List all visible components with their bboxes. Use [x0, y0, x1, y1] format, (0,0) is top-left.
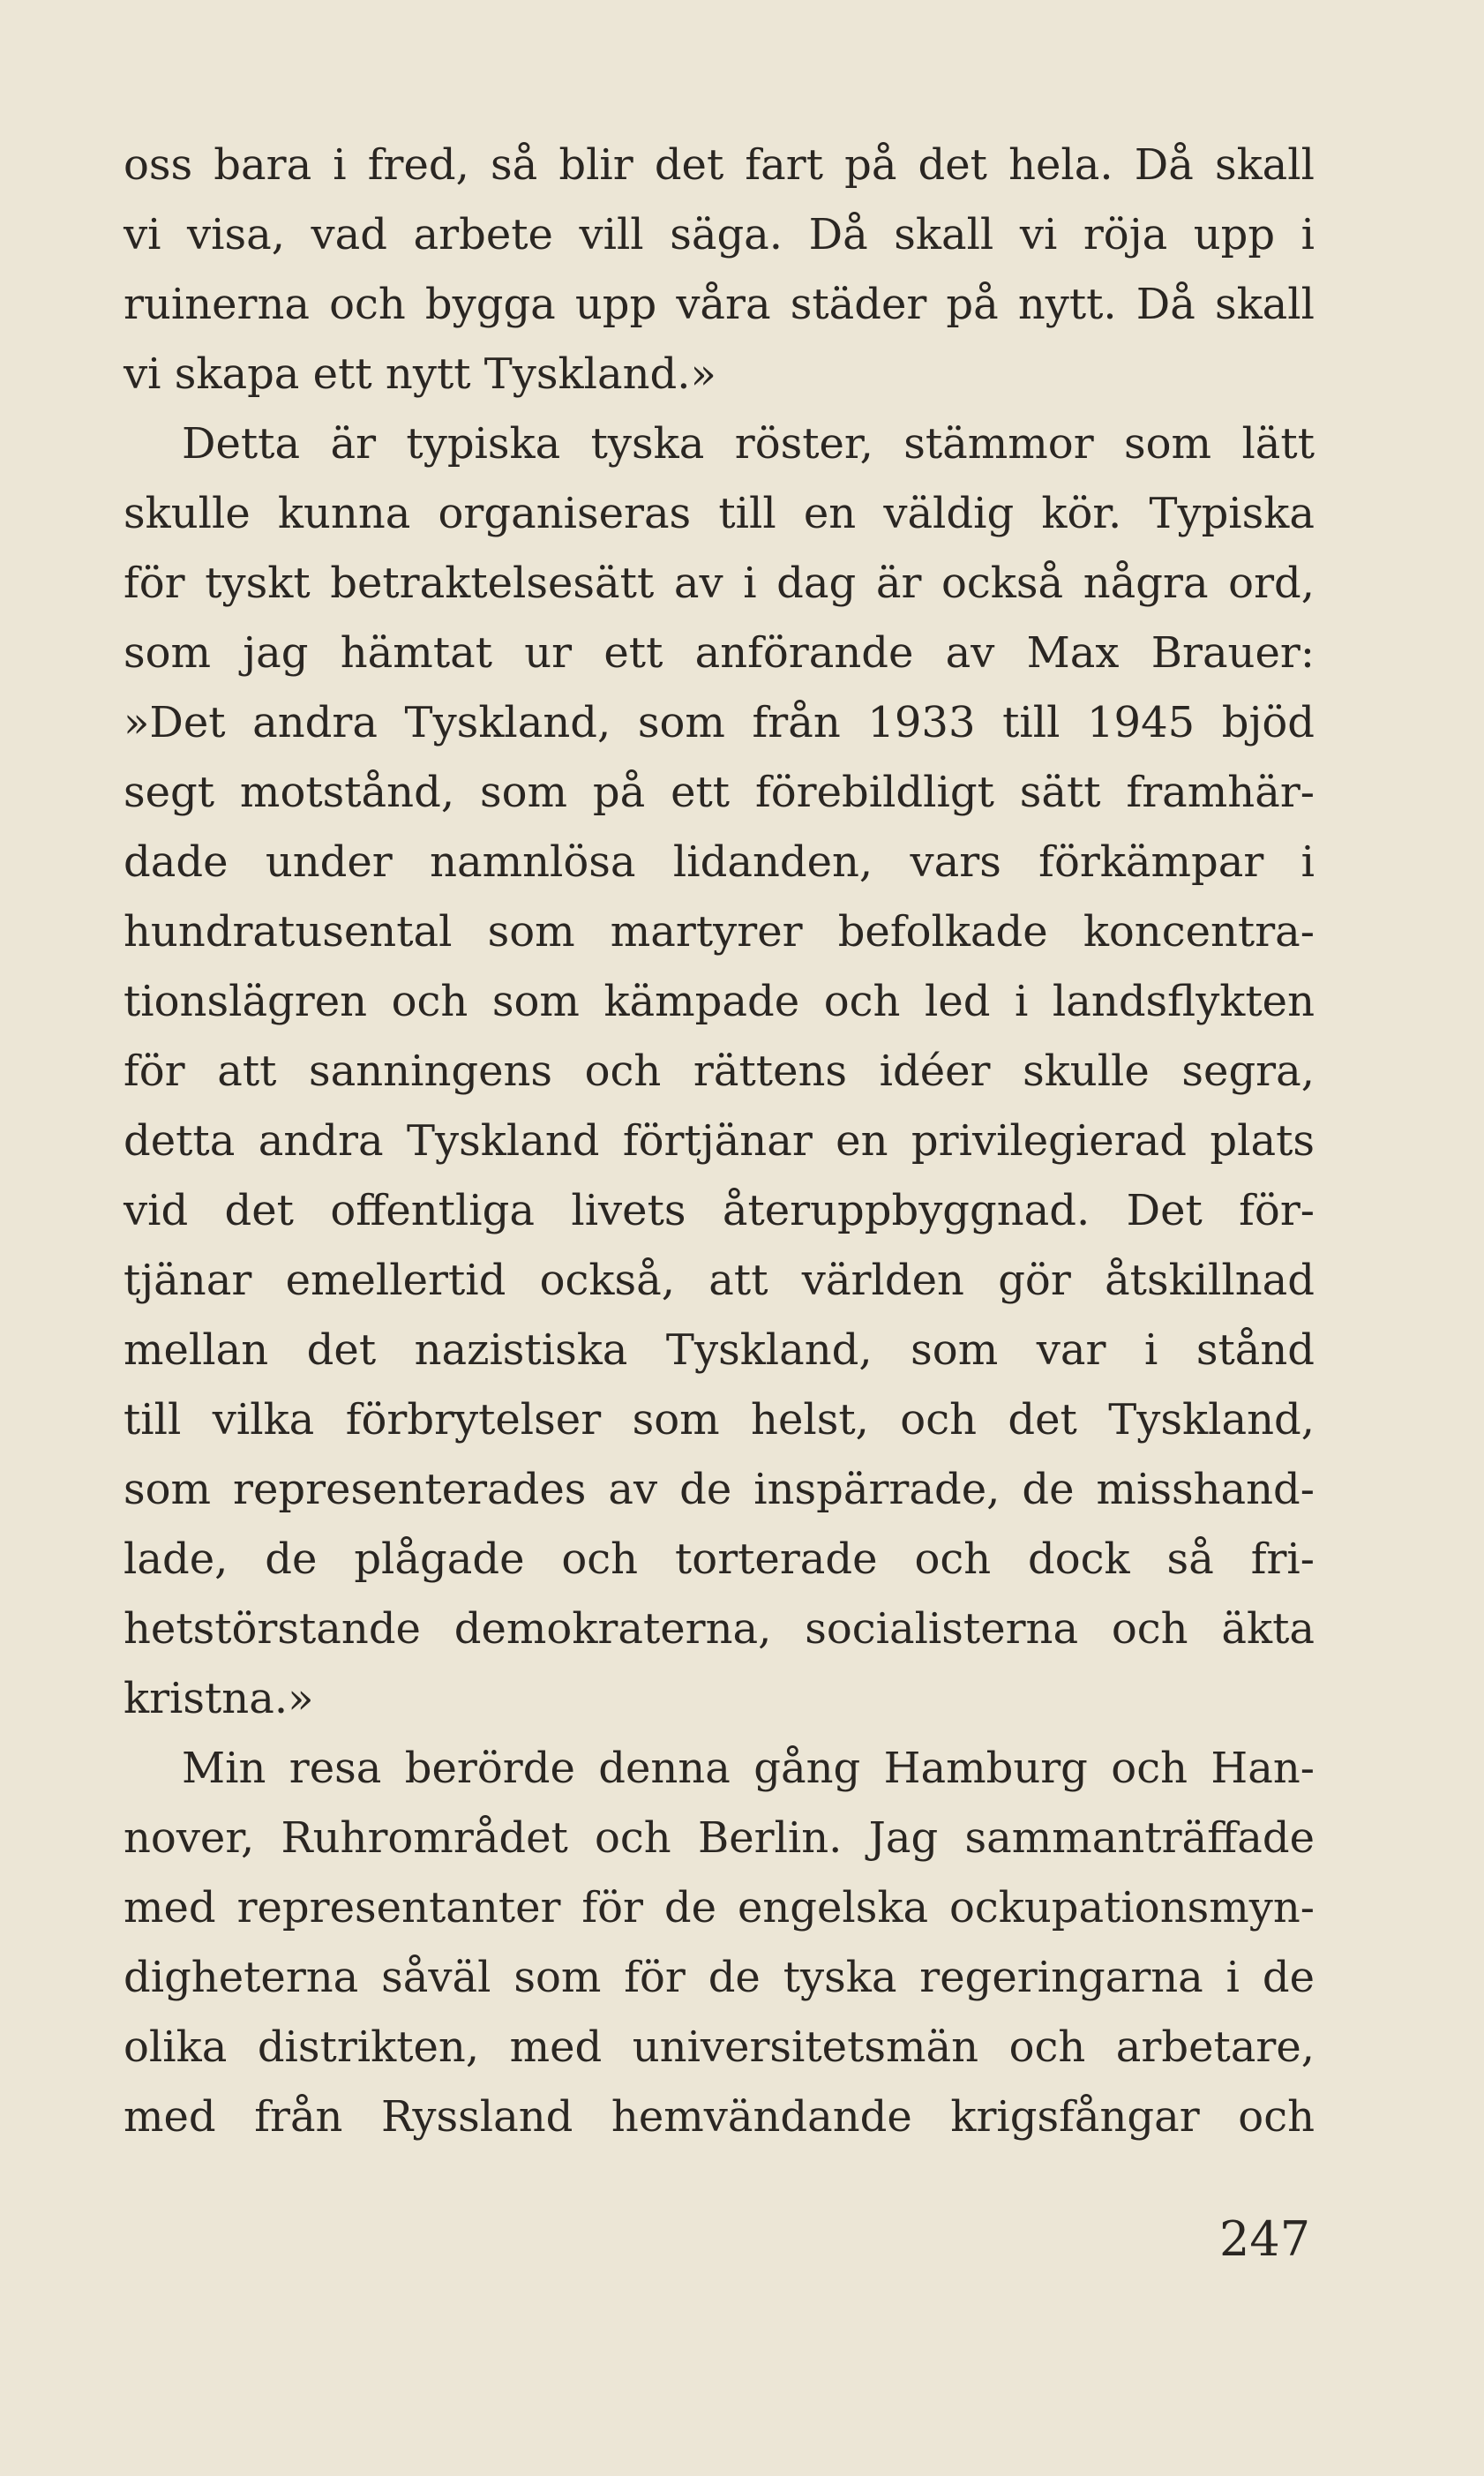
page-number: 247 [1219, 2211, 1311, 2267]
text-line: digheterna såväl som för de tyska regeringarna i de [124, 1953, 1315, 2002]
text-line: med representanter för de engelska ockupationsmyn- [124, 1883, 1315, 1932]
text-line: kristna.» [124, 1674, 314, 1723]
text-line: med från Ryssland hemvändande krigsfångar och [124, 2092, 1315, 2142]
text-line: tionslägren och som kämpade och led i landsflykten [124, 977, 1315, 1026]
text-line: till vilka förbrytelser som helst, och det Tyskland, [124, 1395, 1315, 1444]
text-line: hundratusental som martyrer befolkade koncentra- [124, 907, 1315, 957]
text-line: mellan det nazistiska Tyskland, som var i stånd [124, 1325, 1315, 1375]
text-line: Detta är typiska tyska röster, stämmor som lätt [182, 419, 1315, 469]
text-line: vi visa, vad arbete vill säga. Då skall vi röja upp i [124, 210, 1315, 259]
text-line: detta andra Tyskland förtjänar en privilegierad plats [124, 1116, 1315, 1166]
text-line: hetstörstande demokraterna, socialisterna och äkta [124, 1604, 1315, 1654]
body-text [124, 131, 1315, 2152]
text-line: för att sanningens och rättens idéer skulle segra, [124, 1047, 1315, 1096]
text-line: som representerades av de inspärrade, de misshand- [124, 1465, 1315, 1514]
text-line: oss bara i fred, så blir det fart på det hela. Då skall [124, 140, 1315, 190]
text-line: segt motstånd, som på ett förebildligt sätt framhär- [124, 768, 1315, 817]
text-line: som jag hämtat ur ett anförande av Max Brauer: [124, 628, 1315, 678]
text-line: Min resa berörde denna gång Hamburg och Han- [182, 1744, 1315, 1793]
text-line: nover, Ruhrområdet och Berlin. Jag sammanträffade [124, 1813, 1315, 1863]
text-line: ruinerna och bygga upp våra städer på nytt. Då skall [124, 280, 1315, 329]
text-line: skulle kunna organiseras till en väldig kör. Typiska [124, 489, 1315, 538]
text-line: dade under namnlösa lidanden, vars förkämpar i [124, 837, 1315, 887]
text-line: »Det andra Tyskland, som från 1933 till 1945 bjöd [124, 698, 1315, 747]
text-line: tjänar emellertid också, att världen gör åtskillnad [124, 1256, 1315, 1305]
text-line: vid det offentliga livets återuppbyggnad. Det för- [124, 1186, 1315, 1235]
text-line: för tyskt betraktelsesätt av i dag är också några ord, [124, 559, 1315, 608]
text-line: lade, de plågade och torterade och dock så fri- [124, 1534, 1315, 1584]
text-line: vi skapa ett nytt Tyskland.» [124, 349, 716, 399]
text-line: olika distrikten, med universitetsmän och arbetare, [124, 2022, 1315, 2072]
